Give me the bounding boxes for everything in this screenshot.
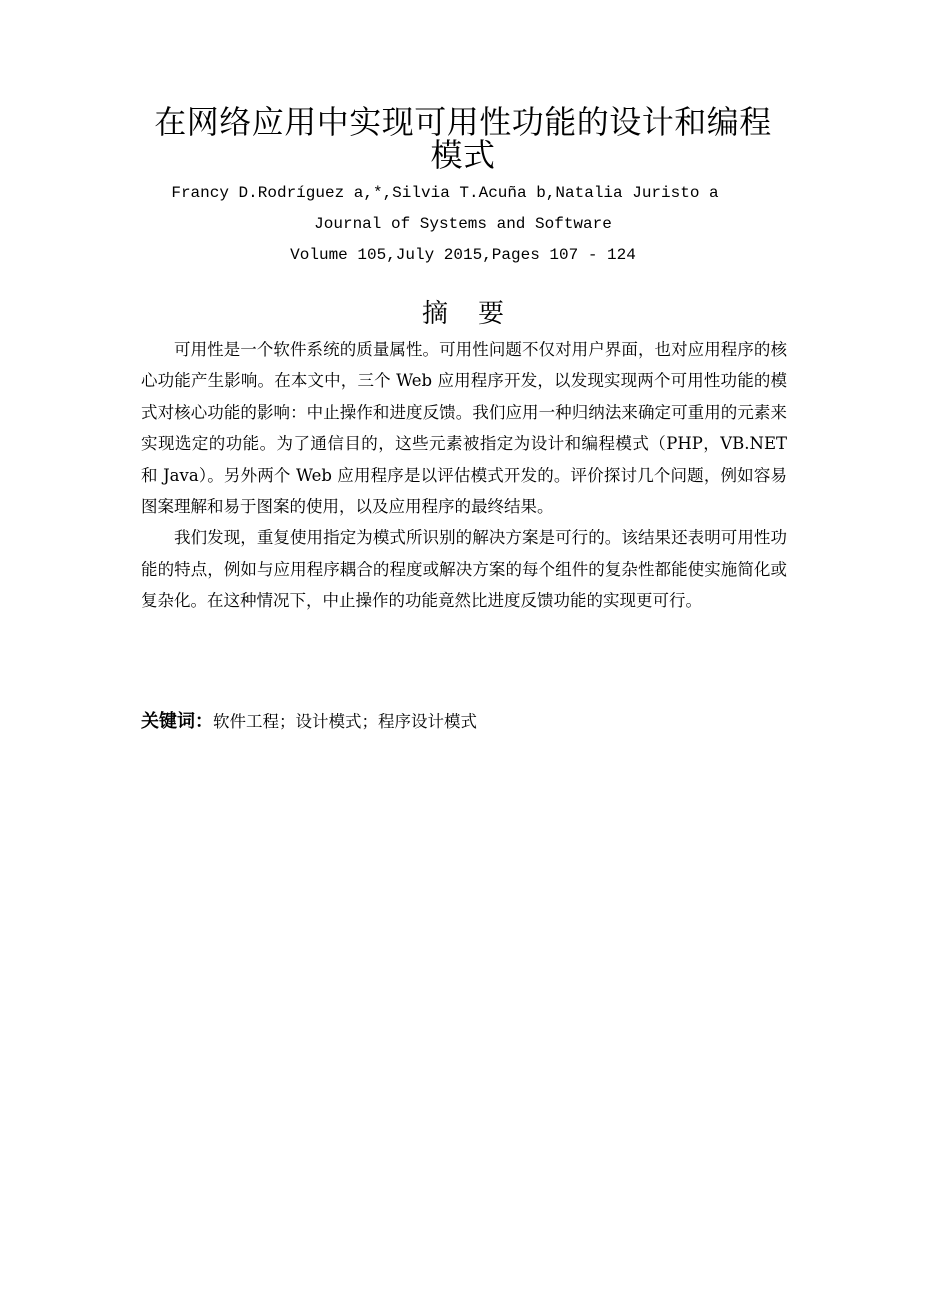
keywords-label: 关键词：	[141, 711, 213, 732]
paper-title: 在网络应用中实现可用性功能的设计和编程模式	[154, 103, 772, 174]
keywords-text: 软件工程；设计模式；程序设计模式	[213, 712, 477, 731]
author-list: Francy D.Rodríguez a,*,Silvia T.Acuña b,Natalia Juristo a	[171, 184, 719, 202]
abstract-heading: 摘要	[421, 299, 534, 329]
volume-info: Volume 105,July 2015,Pages 107 - 124	[290, 246, 636, 264]
journal-name: Journal of Systems and Software	[314, 215, 612, 233]
abstract-body	[141, 334, 787, 617]
abstract-paragraph: 我们发现，重复使用指定为模式所识别的解决方案是可行的。该结果还表明可用性功能的特点，例如与应用程序耦合的程度或解决方案的每个组件的复杂性都能使实施简化或复杂化。在这种情况下，中止操作的功能竟然比进度反馈功能的实现更可行。	[141, 528, 787, 611]
keywords-line	[141, 706, 787, 738]
abstract-paragraph: 可用性是一个软件系统的质量属性。可用性问题不仅对用户界面，也对应用程序的核心功能产生影响。在本文中，三个 Web 应用程序开发，以发现实现两个可用性功能的模式对核心功能的影响：中止操作和进度反馈。我们应用一种归纳法来确定可重用的元素来实现选定的功能。为了通信目的，这些元素被指定为设计和编程模式（PHP，VB.NET 和 Java）。另外两个 Web 应用程序是以评估模式开发的。评价探讨几个问题，例如容易图案理解和易于图案的使用，以及应用程序的最终结果。	[141, 340, 787, 517]
